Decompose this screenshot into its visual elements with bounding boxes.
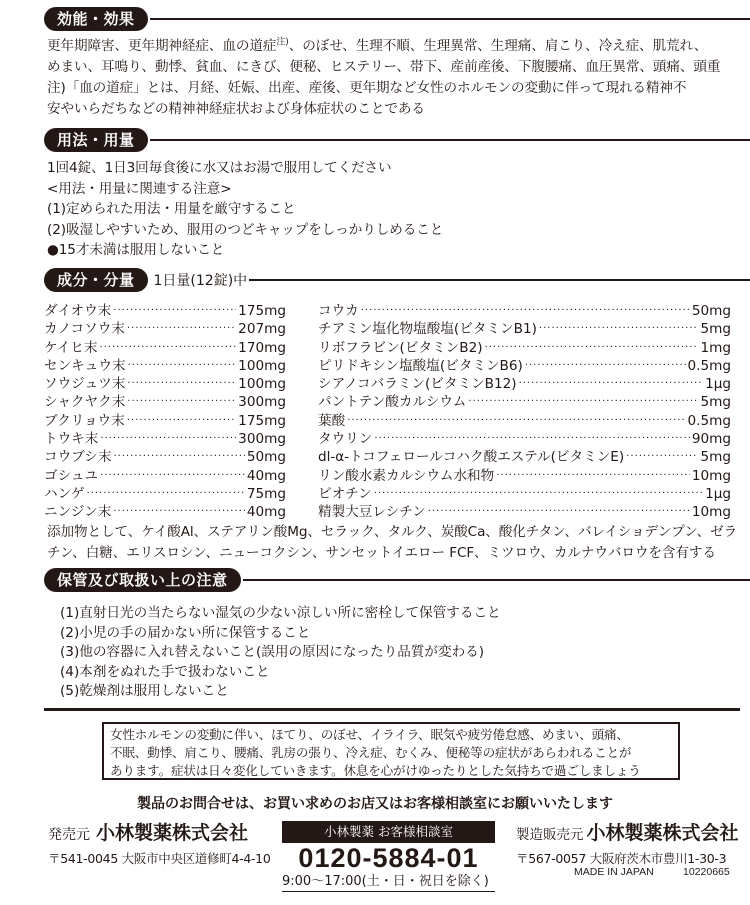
ingredient-name: タウリン [318, 431, 373, 448]
efficacy-footnote: 安やいらだちなどの精神神経症状および身体症状のことである [47, 101, 425, 117]
section-title-efficacy: 効能・効果 [44, 7, 148, 31]
dot-leader [87, 485, 245, 503]
note-line: あります。症状は日々変化していきます。休息を心がけゆったりとした気持ちで過ごしましょう [110, 763, 641, 778]
ingredient-amount: 300mg [238, 431, 286, 448]
ingredient-row [318, 412, 731, 430]
dot-leader [127, 412, 236, 430]
section-title-dosage: 用法・用量 [44, 128, 148, 152]
ingredient-name: ニンジン末 [44, 504, 112, 521]
ingredient-amount: 300mg [238, 394, 286, 411]
ingredient-name: コウブシ末 [44, 449, 112, 466]
dot-leader [361, 302, 690, 320]
dot-leader [100, 467, 245, 485]
ingredient-amount: 75mg [246, 485, 286, 502]
efficacy-line: めまい、耳鳴り、動悸、貧血、にきび、便秘、ヒステリー、帯下、産前産後、下腹腰痛、血圧異常、頭痛、頭重 [47, 59, 721, 75]
dot-leader [113, 302, 236, 320]
ingredient-row [318, 320, 731, 338]
ingredient-row [44, 467, 286, 485]
dot-leader [428, 503, 690, 521]
ingredient-row [44, 503, 286, 521]
dot-leader [468, 393, 698, 411]
dot-leader [113, 503, 245, 521]
ingredient-amount: 207mg [238, 321, 286, 338]
business-hours: 9:00～17:00(土・日・祝日を除く) [282, 873, 495, 892]
ingredient-row [44, 339, 286, 357]
additives-line: 添加物として、ケイ酸Al、ステアリン酸Mg、セラック、タルク、炭酸Ca、酸化チタン、バレイショデンプン、ゼラ [47, 524, 738, 540]
ingredient-amount: 5mg [700, 394, 731, 411]
divider [249, 279, 750, 281]
storage-line: (1)直射日光の当たらない湿気の少ない涼しい所に密栓して保管すること [60, 605, 501, 621]
efficacy-footnote: 注)「血の道症」とは、月経、妊娠、出産、産後、更年期など女性のホルモンの変動に伴って現れる精神不 [47, 80, 687, 96]
ingredient-row [318, 467, 731, 485]
customer-center-label: 小林製薬 お客様相談室 [282, 821, 495, 843]
dot-leader [496, 467, 690, 485]
dot-leader [128, 357, 237, 375]
seller-company: 小林製薬株式会社 [96, 822, 249, 844]
dot-leader [626, 448, 698, 466]
ingredient-name: パントテン酸カルシウム [318, 394, 467, 411]
ingredient-amount: 40mg [246, 467, 286, 484]
dot-leader [347, 412, 685, 430]
ingredient-name: 葉酸 [318, 412, 346, 429]
dot-leader [525, 357, 686, 375]
customer-center [282, 821, 495, 892]
ingredient-name: チアミン塩化物塩酸塩(ビタミンB1) [318, 321, 537, 338]
ingredient-amount: 170mg [238, 339, 286, 356]
storage-line: (2)小児の手の届かない所に保管すること [60, 624, 311, 641]
ingredient-amount: 175mg [238, 303, 286, 319]
seller-label: 発売元 [48, 827, 90, 843]
dot-leader [485, 339, 699, 357]
ingredient-row [44, 412, 286, 430]
ingredient-amount: 175mg [238, 412, 286, 429]
ingredient-name: ダイオウ末 [44, 303, 112, 319]
ingredient-name: トウキ末 [44, 431, 99, 448]
section-header-ingredients [44, 268, 750, 292]
ingredient-row [44, 375, 286, 393]
ingredients-right-column [318, 302, 731, 522]
additives-line: チン、白糖、エリスロシン、ニューコクシン、サンセットイエロー FCF、ミツロウ、カルナウバロウを含有する [47, 545, 716, 561]
ingredient-row [318, 339, 731, 357]
dot-leader [100, 430, 236, 448]
inquiry-text: 製品のお問合せは、お買い求めのお店又はお客様相談室にお願いいたします [137, 796, 613, 812]
section-subtitle-ingredients: 1日量(12錠)中 [153, 273, 248, 289]
efficacy-text [47, 36, 720, 120]
ingredient-row [44, 357, 286, 375]
seller [48, 818, 248, 845]
ingredient-name: カノコソウ末 [44, 321, 125, 338]
dot-leader [99, 339, 236, 357]
storage-text [60, 604, 501, 702]
ingredient-row [44, 448, 286, 466]
ingredient-amount: 0.5mg [687, 412, 731, 429]
ingredient-name: dl-α-トコフェロールコハク酸エステル(ビタミンE) [318, 449, 625, 466]
ingredient-name: リボフラビン(ビタミンB2) [318, 339, 483, 356]
dot-leader [127, 320, 236, 338]
storage-line: (3)他の容器に入れ替えないこと(誤用の原因になったり品質が変わる) [60, 644, 485, 661]
ingredient-amount: 10mg [691, 504, 731, 521]
section-title-storage: 保管及び取扱い上の注意 [44, 568, 241, 592]
maker-address: 〒567-0057 大阪府茨木市豊川1-30-3 [516, 851, 727, 866]
divider [150, 139, 750, 141]
ingredient-name: ハンゲ [44, 485, 85, 502]
ingredient-row [318, 503, 731, 521]
ingredient-amount: 1μg [705, 376, 731, 393]
ingredient-row [318, 393, 731, 411]
section-title-ingredients: 成分・分量 [44, 268, 148, 292]
made-in-japan: MADE IN JAPAN [574, 866, 654, 878]
dosage-text [47, 158, 443, 261]
ingredient-row [318, 448, 731, 466]
ingredient-row [44, 430, 286, 448]
ingredient-amount: 5mg [700, 449, 731, 466]
ingredient-row [318, 357, 731, 375]
ingredient-row [318, 485, 731, 503]
seller-address: 〒541-0045 大阪市中央区道修町4-4-10 [48, 851, 271, 866]
efficacy-line: 、のぼせ、生理不順、生理異常、生理痛、肩こり、冷え症、肌荒れ、 [288, 38, 708, 54]
ingredient-name: ピリドキシン塩酸塩(ビタミンB6) [318, 357, 523, 374]
ingredient-row [318, 302, 731, 320]
footnote-mark: 注) [276, 37, 289, 48]
ingredient-amount: 5mg [700, 321, 731, 338]
dosage-line: (1)定められた用法・用量を厳守すること [47, 201, 296, 217]
dosage-line: (2)吸湿しやすいため、服用のつどキャップをしっかりしめること [47, 221, 444, 238]
ingredient-amount: 100mg [238, 357, 286, 374]
ingredient-name: ケイヒ末 [44, 339, 98, 356]
dot-leader [374, 430, 689, 448]
note-line: 不眠、動悸、肩こり、腰痛、乳房の張り、冷え症、むくみ、便秘等の症状があらわれることが [110, 745, 632, 760]
dosage-line: ●15才未満は服用しないこと [47, 242, 225, 258]
divider [44, 708, 740, 711]
ingredient-name: ブクリョウ末 [44, 412, 125, 429]
ingredient-name: ゴシュユ [44, 467, 99, 484]
efficacy-line: 更年期障害、更年期神経症、血の道症 [47, 38, 277, 54]
ingredient-amount: 40mg [246, 504, 286, 521]
section-header-efficacy [44, 7, 750, 31]
storage-line: (5)乾燥剤は服用しないこと [60, 683, 229, 700]
ingredient-row [44, 320, 286, 338]
ingredient-name: シアノコバラミン(ビタミンB12) [318, 376, 517, 393]
manufacturer [516, 818, 739, 845]
phone-number[interactable]: 0120-5884-01 [298, 843, 479, 873]
section-header-dosage [44, 128, 750, 152]
product-code: 10220665 [683, 866, 730, 878]
ingredient-row [44, 485, 286, 503]
dot-leader [519, 375, 703, 393]
dot-leader [539, 320, 699, 338]
ingredient-amount: 90mg [691, 431, 731, 448]
ingredient-amount: 100mg [238, 376, 286, 393]
maker-label: 製造販売元 [516, 827, 584, 843]
ingredient-name: シャクヤク末 [44, 394, 126, 411]
ingredient-row [318, 430, 731, 448]
ingredient-name: リン酸水素カルシウム水和物 [318, 467, 495, 484]
ingredient-name: ビオチン [318, 485, 372, 502]
note-line: 女性ホルモンの変動に伴い、ほてり、のぼせ、イライラ、眠気や疲労倦怠感、めまい、頭痛、 [110, 727, 629, 742]
ingredient-row [44, 393, 286, 411]
ingredient-amount: 10mg [691, 467, 731, 484]
dosage-line: <用法・用量に関連する注意> [47, 180, 232, 197]
note-box [102, 722, 680, 780]
dot-leader [127, 375, 236, 393]
ingredient-amount: 1mg [700, 339, 731, 356]
ingredient-row [318, 375, 731, 393]
divider [150, 18, 750, 20]
ingredient-name: コウカ [318, 303, 359, 319]
dot-leader [113, 448, 244, 466]
ingredient-name: センキュウ末 [44, 357, 126, 374]
ingredient-amount: 50mg [691, 303, 731, 319]
dot-leader [374, 485, 703, 503]
ingredient-amount: 50mg [246, 449, 286, 466]
ingredient-name: 精製大豆レシチン [318, 504, 426, 521]
section-header-storage [44, 568, 750, 592]
additives-text [47, 522, 737, 564]
ingredient-amount: 1μg [705, 485, 731, 502]
ingredients-left-column [44, 302, 286, 522]
divider [243, 579, 750, 581]
ingredient-row [44, 302, 286, 320]
maker-company: 小林製薬株式会社 [586, 822, 739, 844]
ingredient-name: ソウジュツ末 [44, 376, 126, 393]
dosage-line: 1回4錠、1日3回毎食後に水又はお湯で服用してください [47, 160, 392, 176]
storage-line: (4)本剤をぬれた手で扱わないこと [60, 663, 270, 680]
ingredient-amount: 0.5mg [687, 357, 731, 374]
dot-leader [127, 393, 236, 411]
